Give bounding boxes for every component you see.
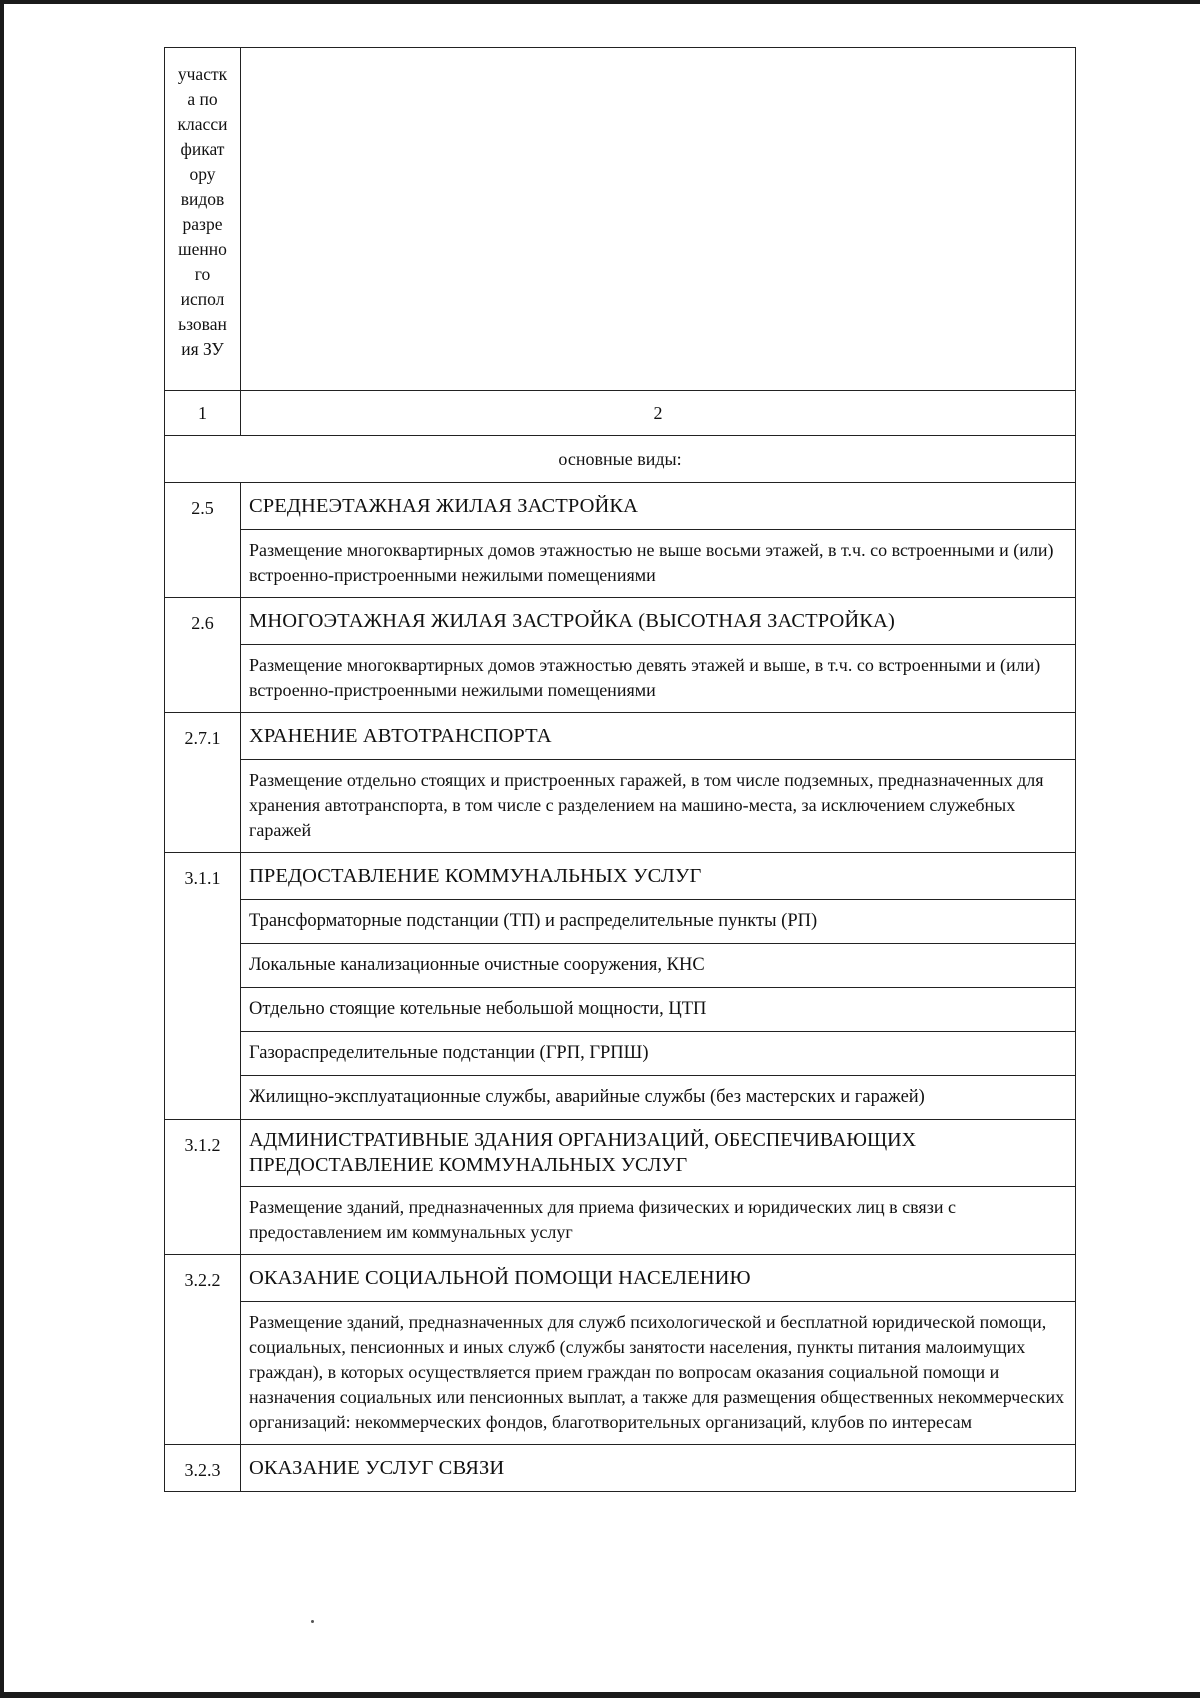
land-use-detail-row	[165, 900, 1076, 944]
land-use-table	[164, 47, 1076, 1492]
column-header-code-line: ьзован	[178, 314, 227, 334]
land-use-description: Жилищно-эксплуатационные службы, аварийные службы (без мастерских и гаражей)	[241, 1076, 1076, 1120]
scan-speck	[311, 1620, 314, 1623]
column-header-code-line: ия ЗУ	[181, 339, 224, 359]
land-use-description: Размещение многоквартирных домов этажностью девять этажей и выше, в т.ч. со встроенными и (или) встроенно-пристроенными нежилыми помещениями	[241, 645, 1076, 713]
scan-border-top	[0, 0, 1200, 4]
land-use-description: Размещение отдельно стоящих и пристроенных гаражей, в том числе подземных, предназначенных для хранения автотранспорта, в том числе с разделением на машино-места, за исключением служебных гаражей	[241, 760, 1076, 853]
group-title-row	[165, 853, 1076, 900]
land-use-detail-row	[165, 944, 1076, 988]
column-number-row	[165, 391, 1076, 436]
group-title-row	[165, 598, 1076, 645]
group-title-row	[165, 483, 1076, 530]
land-use-detail-row	[165, 645, 1076, 713]
classifier-code: 3.2.2	[165, 1255, 241, 1445]
land-use-title: МНОГОЭТАЖНАЯ ЖИЛАЯ ЗАСТРОЙКА (ВЫСОТНАЯ ЗАСТРОЙКА)	[241, 598, 1076, 645]
column-header-code-line: участк	[177, 64, 228, 84]
land-use-title: ОКАЗАНИЕ СОЦИАЛЬНОЙ ПОМОЩИ НАСЕЛЕНИЮ	[241, 1255, 1076, 1302]
land-use-description: Отдельно стоящие котельные небольшой мощности, ЦТП	[241, 988, 1076, 1032]
classifier-code: 3.2.3	[165, 1445, 241, 1492]
column-header-code-line: фикат	[180, 139, 225, 159]
column-header-code-line: класси	[177, 114, 228, 134]
land-use-detail-row	[165, 988, 1076, 1032]
land-use-description: Размещение зданий, предназначенных для приема физических и юридических лиц в связи с предоставлением им коммунальных услуг	[241, 1187, 1076, 1255]
classifier-code: 2.7.1	[165, 713, 241, 853]
scan-border-left	[0, 0, 4, 1698]
column-header-code-line: видов	[180, 189, 225, 209]
land-use-title: ХРАНЕНИЕ АВТОТРАНСПОРТА	[241, 713, 1076, 760]
column-header-code-line: испол	[180, 289, 225, 309]
classifier-code: 2.5	[165, 483, 241, 598]
land-use-description: Газораспределительные подстанции (ГРП, ГРПШ)	[241, 1032, 1076, 1076]
table-body	[165, 48, 1076, 1492]
land-use-description: Размещение многоквартирных домов этажностью не выше восьми этажей, в т.ч. со встроенными и (или) встроенно-пристроенными нежилыми помещениями	[241, 530, 1076, 598]
land-use-detail-row	[165, 1302, 1076, 1445]
classifier-code: 2.6	[165, 598, 241, 713]
land-use-title: ПРЕДОСТАВЛЕНИЕ КОММУНАЛЬНЫХ УСЛУГ	[241, 853, 1076, 900]
column-number-1: 1	[165, 391, 241, 436]
land-use-title: СРЕДНЕЭТАЖНАЯ ЖИЛАЯ ЗАСТРОЙКА	[241, 483, 1076, 530]
scan-border-bottom	[0, 1692, 1200, 1698]
group-title-row	[165, 1255, 1076, 1302]
column-header-code-line: а по	[187, 89, 218, 109]
land-use-description: Локальные канализационные очистные сооружения, КНС	[241, 944, 1076, 988]
column-header-code-line: ору	[189, 164, 216, 184]
section-title: основные виды:	[165, 436, 1076, 483]
land-use-title: ОКАЗАНИЕ УСЛУГ СВЯЗИ	[241, 1445, 1076, 1492]
column-header-code-line: шенно	[178, 239, 227, 259]
column-number-2: 2	[241, 391, 1076, 436]
land-use-description: Размещение зданий, предназначенных для служб психологической и бесплатной юридической помощи, социальных, пенсионных и иных служб (службы занятости населения, пункты питания малоимущих граждан), в которых осуществляется прием граждан по вопросам оказания социальной помощи и назначения социальных или пенсионных выплат, а также для размещения общественных некоммерческих организаций: некоммерческих фондов, благотворительных организаций, клубов по интересам	[241, 1302, 1076, 1445]
group-title-row	[165, 1445, 1076, 1492]
column-header-description	[241, 48, 1076, 391]
header-row	[165, 48, 1076, 391]
classifier-code: 3.1.2	[165, 1120, 241, 1255]
land-use-detail-row	[165, 530, 1076, 598]
land-use-title: АДМИНИСТРАТИВНЫЕ ЗДАНИЯ ОРГАНИЗАЦИЙ, ОБЕСПЕЧИВАЮЩИХ ПРЕДОСТАВЛЕНИЕ КОММУНАЛЬНЫХ УСЛУГ	[241, 1120, 1076, 1187]
land-use-detail-row	[165, 1076, 1076, 1120]
section-row	[165, 436, 1076, 483]
land-use-description: Трансформаторные подстанции (ТП) и распределительные пункты (РП)	[241, 900, 1076, 944]
column-header-code	[165, 48, 241, 391]
land-use-detail-row	[165, 1187, 1076, 1255]
group-title-row	[165, 1120, 1076, 1187]
group-title-row	[165, 713, 1076, 760]
column-header-code-line: го	[194, 264, 211, 284]
land-use-detail-row	[165, 760, 1076, 853]
classifier-code: 3.1.1	[165, 853, 241, 1120]
column-header-code-line: разре	[182, 214, 223, 234]
land-use-detail-row	[165, 1032, 1076, 1076]
